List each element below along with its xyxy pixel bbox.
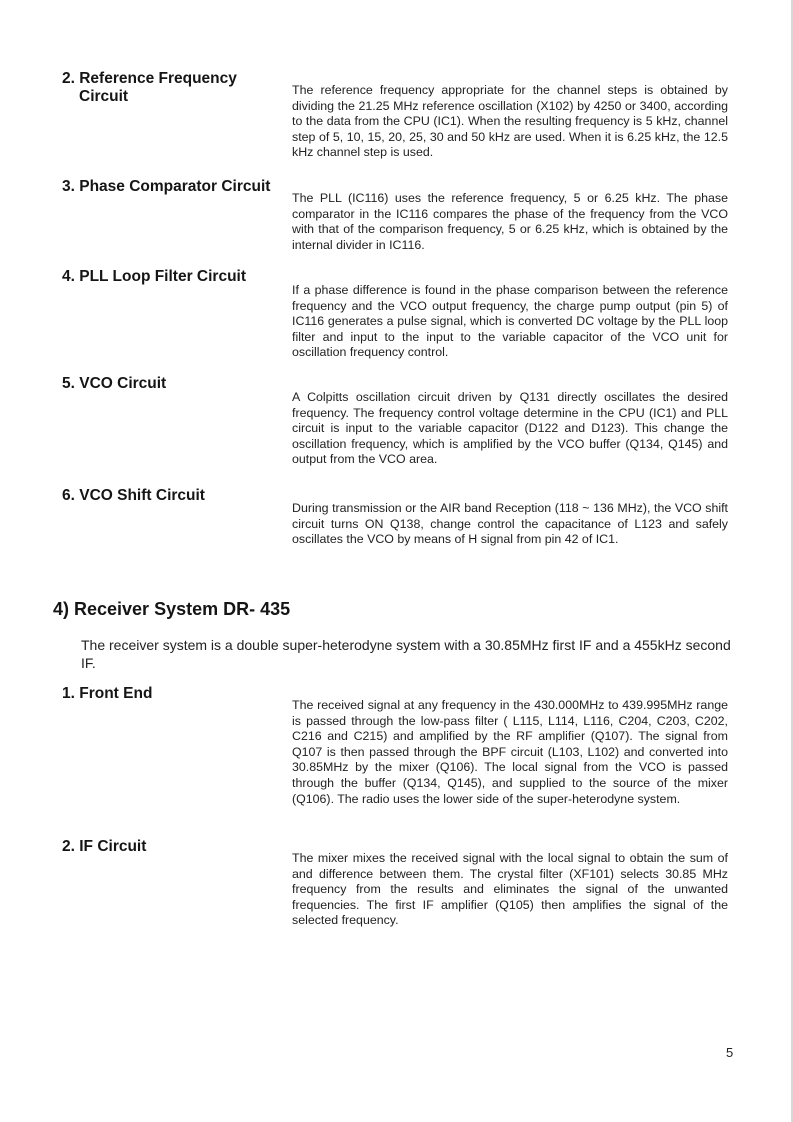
heading-vco-circuit: 5. VCO Circuit — [62, 375, 167, 392]
section-title-receiver-system: 4) Receiver System DR- 435 — [53, 599, 291, 619]
paragraph-reference-frequency: The reference frequency appropriate for the channel steps is obtained by dividing the 21.25 MHz reference oscillation (X102) by 4250 or 3400, according to the data from the CPU (IC1). When the resulting frequency is 5 kHz, channel step of 5, 10, 15, 20, 25, 30 and 50 kHz are used. When it is 6.25 kHz, the 12.5 kHz channel step is used. — [292, 83, 728, 160]
heading-reference-frequency — [62, 70, 237, 106]
heading-text-continued: Circuit — [79, 88, 129, 105]
heading-text: 2. Reference Frequency — [62, 70, 237, 87]
paragraph-front-end: The received signal at any frequency in the 430.000MHz to 439.995MHz range is passed through the low-pass filter ( L115, L114, L116, C204, C203, C202, C216 and C215) and amplified by the RF amplifier (Q107). The signal from Q107 is then passed through the BPF circuit (L103, L102) and converted into 30.85MHz by the mixer (Q106). The local signal from the VCO is passed through the buffer (Q134, Q145), and supplied to the source of the mixer (Q106). The radio uses the lower side of the super-heterodyne system. — [292, 698, 728, 806]
heading-pll-loop-filter: 4. PLL Loop Filter Circuit — [62, 268, 247, 285]
heading-if-circuit: 2. IF Circuit — [62, 838, 147, 855]
heading-vco-shift: 6. VCO Shift Circuit — [62, 487, 205, 504]
paragraph-vco-shift: During transmission or the AIR band Reception (118 ~ 136 MHz), the VCO shift circuit turns ON Q138, change control the capacitance of L123 and safely oscillates the VCO by means of H signal from pin 42 of IC1. — [292, 501, 728, 547]
heading-front-end: 1. Front End — [62, 685, 153, 702]
paragraph-vco-circuit: A Colpitts oscillation circuit driven by Q131 directly oscillates the desired frequency. The frequency control voltage determine in the CPU (IC1) and PLL circuit is input to the variable capacitor (D122 and D123). This change the oscillation frequency, which is amplified by the VCO buffer (Q134, Q145) and output from the VCO area. — [292, 390, 728, 467]
page-number: 5 — [726, 1045, 734, 1060]
paragraph-pll-loop-filter: If a phase difference is found in the phase comparison between the reference frequency and the VCO output frequency, the charge pump output (pin 5) of IC116 generates a pulse signal, which is converted DC voltage by the PLL loop filter and input to the input to the variable capacitor of the VCO unit for oscillation frequency control. — [292, 283, 728, 360]
receiver-intro: The receiver system is a double super-heterodyne system with a 30.85MHz first IF and a 455kHz second IF. — [81, 637, 731, 671]
paragraph-phase-comparator: The PLL (IC116) uses the reference frequency, 5 or 6.25 kHz. The phase comparator in the IC116 compares the phase of the frequency from the VCO with that of the comparison frequency, 5 or 6.25 kHz, which is obtained by the internal divider in IC116. — [292, 191, 728, 252]
heading-phase-comparator: 3. Phase Comparator Circuit — [62, 178, 271, 195]
paragraph-if-circuit: The mixer mixes the received signal with the local signal to obtain the sum of and difference between them. The crystal filter (XF101) selects 30.85 MHz frequency from the results and eliminates the signal of the unwanted frequencies. The first IF amplifier (Q105) then amplifies the signal of the selected frequency. — [292, 851, 728, 928]
